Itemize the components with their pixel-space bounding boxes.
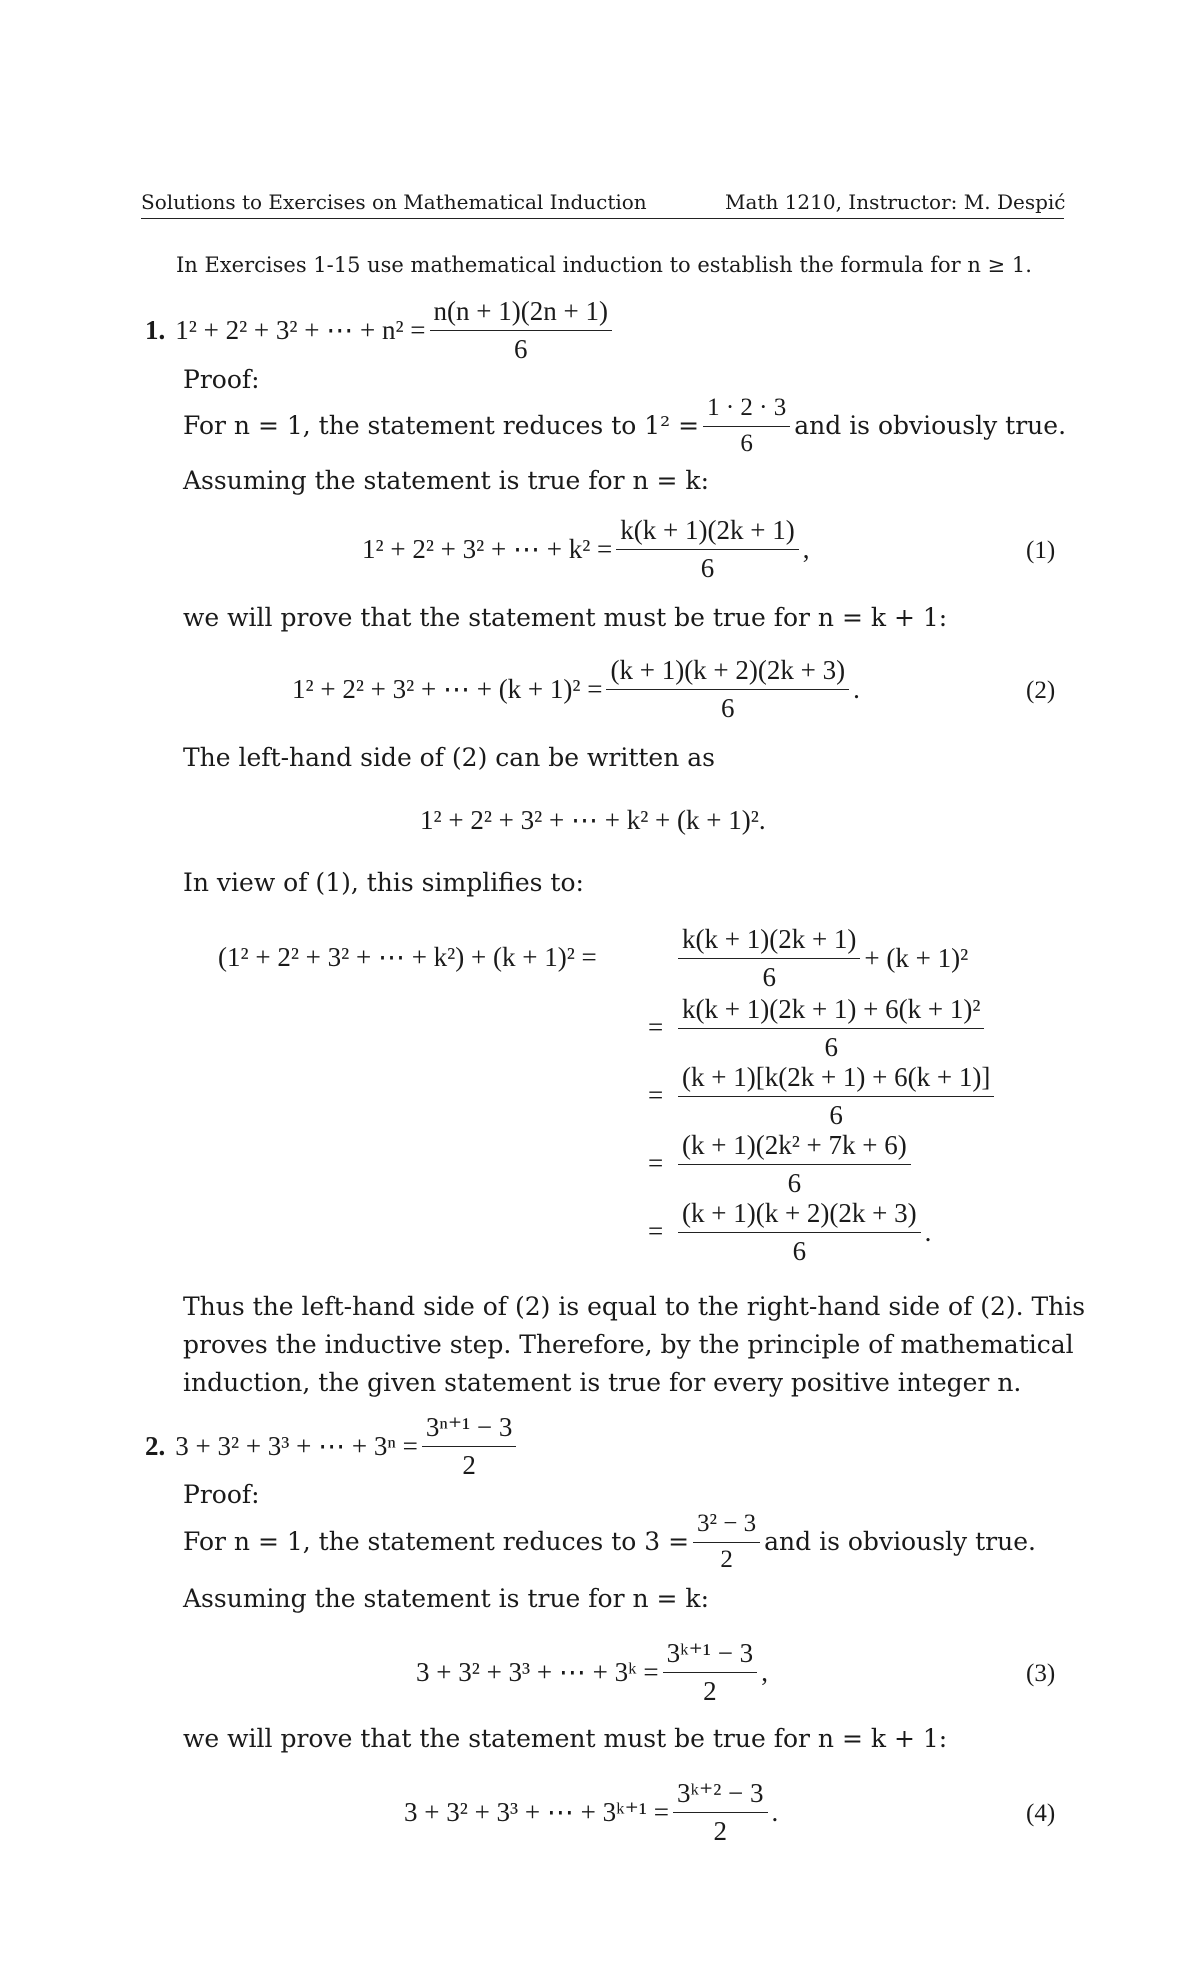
ex2-base-case-conclusion: and is obviously true.	[764, 1527, 1036, 1557]
exercise-1-prove-line: we will prove that the statement must be true for n = k + 1:	[183, 603, 948, 632]
exercise-2-lhs: 3 + 3² + 3³ + ⋯ + 3ⁿ =	[175, 1431, 418, 1462]
derivation-row-2-equals: =	[648, 1012, 664, 1042]
equation-1-denominator: 6	[700, 553, 715, 584]
equation-3-lhs: 3 + 3² + 3³ + ⋯ + 3ᵏ =	[416, 1657, 659, 1688]
equation-4-denominator: 2	[713, 1816, 727, 1847]
derivation-row-3-equals: =	[648, 1080, 664, 1110]
conclusion-line-3: induction, the given statement is true for every positive integer n.	[183, 1368, 1022, 1397]
derivation-row-4-numerator: (k + 1)(2k² + 7k + 6)	[678, 1130, 911, 1165]
derivation-row-1-rhs	[674, 924, 968, 993]
exercise-1-assumption: Assuming the statement is true for n = k:	[183, 466, 710, 495]
base-case-conclusion: and is obviously true.	[794, 411, 1067, 441]
derivation-row-3-fraction	[678, 1062, 994, 1131]
equation-1-lhs: 1² + 2² + 3² + ⋯ + k² =	[362, 534, 613, 565]
equation-4-tag: (4)	[1026, 1800, 1056, 1827]
exercise-2-numerator: 3ⁿ⁺¹ − 3	[422, 1412, 517, 1447]
derivation-row-2-rhs	[674, 994, 988, 1063]
equation-2-lhs: 1² + 2² + 3² + ⋯ + (k + 1)² =	[292, 674, 603, 705]
lhs-written-text: The left-hand side of (2) can be written as	[183, 743, 716, 772]
conclusion-line-1: Thus the left-hand side of (2) is equal to the right-hand side of (2). This	[183, 1292, 1086, 1321]
exercise-1-conclusion	[183, 1288, 1085, 1402]
exercise-1-statement	[145, 296, 616, 365]
equation-1	[362, 515, 809, 584]
intro-text: In Exercises 1-15 use mathematical induction to establish the formula for n ≥ 1.	[176, 253, 1032, 277]
derivation-row-4-equals: =	[648, 1148, 664, 1178]
header-right: Math 1210, Instructor: M. Despić	[725, 190, 1066, 214]
equation-3	[416, 1638, 768, 1707]
exercise-2-statement	[145, 1412, 520, 1481]
derivation-row-1-tail: + (k + 1)²	[864, 943, 969, 974]
equation-3-denominator: 2	[703, 1676, 717, 1707]
exercise-1-base-case	[183, 394, 1066, 459]
equation-2-period: .	[853, 674, 860, 705]
exercise-2-fraction	[422, 1412, 517, 1481]
equation-1-numerator: k(k + 1)(2k + 1)	[616, 515, 798, 550]
derivation-row-4-denominator: 6	[787, 1168, 802, 1199]
derivation-row-3-numerator: (k + 1)[k(2k + 1) + 6(k + 1)]	[678, 1062, 994, 1097]
exercise-2-proof-label: Proof:	[183, 1480, 260, 1509]
derivation-row-4-fraction	[678, 1130, 911, 1199]
equation-2	[292, 655, 860, 724]
exercise-2-assumption: Assuming the statement is true for n = k:	[183, 1584, 710, 1613]
derivation-row-2-denominator: 6	[824, 1032, 838, 1063]
equation-3-fraction	[663, 1638, 758, 1707]
ex2-base-case-fraction	[693, 1510, 760, 1575]
equation-4-period: .	[771, 1797, 779, 1828]
equation-4	[404, 1778, 778, 1847]
equation-3-numerator: 3ᵏ⁺¹ − 3	[663, 1638, 758, 1673]
equation-1-comma: ,	[802, 534, 810, 565]
header-left: Solutions to Exercises on Mathematical Induction	[141, 190, 647, 214]
equation-2-denominator: 6	[721, 693, 735, 724]
base-case-numerator: 1 · 2 · 3	[703, 394, 790, 427]
derivation-row-2-numerator: k(k + 1)(2k + 1) + 6(k + 1)²	[678, 994, 984, 1029]
in-view-text: In view of (1), this simplifies to:	[183, 868, 584, 897]
derivation-row-1-fraction	[678, 924, 860, 993]
equation-1-tag: (1)	[1026, 537, 1056, 564]
derivation-row-3-denominator: 6	[829, 1100, 843, 1131]
header-rule	[141, 218, 1064, 219]
exercise-1-numerator: n(n + 1)(2n + 1)	[430, 296, 612, 331]
lhs-expanded-expression: 1² + 2² + 3² + ⋯ + k² + (k + 1)².	[420, 805, 766, 835]
derivation-row-5-numerator: (k + 1)(k + 2)(2k + 3)	[678, 1198, 921, 1233]
derivation-row-1-lhs: (1² + 2² + 3² + ⋯ + k²) + (k + 1)² =	[218, 942, 597, 972]
derivation-row-5-equals: =	[648, 1216, 664, 1246]
exercise-1-lhs: 1² + 2² + 3² + ⋯ + n² =	[175, 315, 426, 346]
exercise-1-fraction	[430, 296, 612, 365]
equation-1-fraction	[616, 515, 798, 584]
derivation-row-4-rhs	[674, 1130, 915, 1199]
derivation-row-1-numerator: k(k + 1)(2k + 1)	[678, 924, 860, 959]
exercise-1-proof-label: Proof:	[183, 365, 260, 394]
ex2-base-case-text: For n = 1, the statement reduces to 3 =	[183, 1527, 690, 1557]
exercise-2-base-case	[183, 1510, 1036, 1575]
derivation-row-5-period: .	[924, 1217, 932, 1248]
exercise-2-denominator: 2	[462, 1450, 476, 1481]
derivation-row-3-rhs	[674, 1062, 998, 1131]
conclusion-line-2: proves the inductive step. Therefore, by the principle of mathematical	[183, 1330, 1074, 1359]
derivation-row-5-denominator: 6	[792, 1236, 807, 1267]
derivation-row-5-rhs	[674, 1198, 931, 1267]
base-case-text: For n = 1, the statement reduces to 1² =	[183, 411, 700, 441]
equation-4-numerator: 3ᵏ⁺² − 3	[673, 1778, 768, 1813]
exercise-1-number: 1.	[145, 315, 166, 346]
equation-4-lhs: 3 + 3² + 3³ + ⋯ + 3ᵏ⁺¹ =	[404, 1797, 669, 1828]
ex2-base-case-numerator: 3² − 3	[693, 1510, 760, 1543]
derivation-row-5-fraction	[678, 1198, 921, 1267]
exercise-1-denominator: 6	[513, 334, 528, 365]
equation-2-numerator: (k + 1)(k + 2)(2k + 3)	[606, 655, 849, 690]
equation-3-comma: ,	[761, 1657, 768, 1688]
equation-2-fraction	[606, 655, 849, 724]
base-case-fraction	[703, 394, 790, 459]
ex2-base-case-denominator: 2	[720, 1545, 733, 1573]
equation-2-tag: (2)	[1026, 677, 1056, 704]
exercise-2-prove-line: we will prove that the statement must be true for n = k + 1:	[183, 1724, 948, 1753]
exercise-2-number: 2.	[145, 1431, 166, 1462]
base-case-denominator: 6	[740, 429, 753, 457]
equation-4-fraction	[673, 1778, 768, 1847]
derivation-row-1-denominator: 6	[762, 962, 776, 993]
equation-3-tag: (3)	[1026, 1660, 1056, 1687]
derivation-row-2-fraction	[678, 994, 984, 1063]
